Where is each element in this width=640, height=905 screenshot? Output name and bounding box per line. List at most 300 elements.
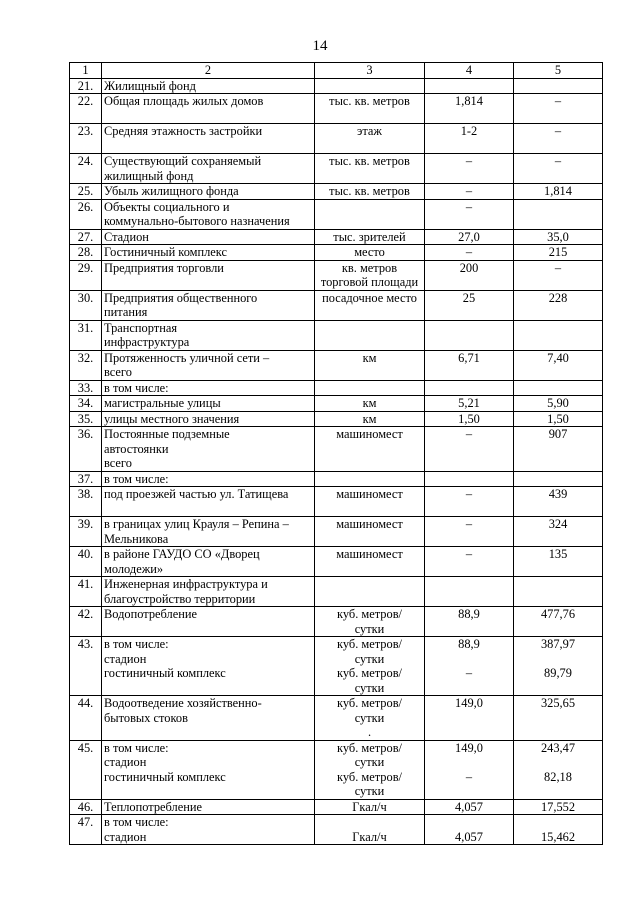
row-value-current [425,427,514,472]
blank-line [427,456,511,471]
table-row [70,427,603,472]
row-name-line: инфраструктура [104,335,190,349]
row-unit [315,517,425,547]
row-unit [315,487,425,517]
row-unit [315,154,425,184]
blank-line [317,815,422,830]
row-unit-line: машиномест [336,547,403,561]
row-number [70,815,102,845]
row-value-current [425,696,514,741]
page-number: 14 [312,38,328,54]
blank-line [516,502,600,517]
row-value-planned [514,411,603,427]
row-name [102,427,315,472]
blank-line [72,725,99,740]
row-value-current [425,380,514,396]
row-value-planned [514,184,603,200]
row-name-line: автостоянки [104,441,169,456]
row-value-planned [514,94,603,124]
row-name-line: стадион [104,651,147,666]
row-number [70,350,102,380]
row-unit [315,78,425,94]
table-row [70,547,603,577]
row-name-line: жилищный фонд [104,168,194,183]
row-value-current [425,411,514,427]
blank-line [104,681,312,696]
blank-line [317,214,422,229]
row-value-planned-line: 5,90 [547,396,569,410]
row-name-line: стадион [104,755,147,769]
row-value-planned-line: 243,47 [540,740,576,755]
row-number [70,577,102,607]
row-name-line: Средняя этажность застройки [104,124,263,138]
row-name-line: Постоянные подземные [104,427,230,441]
row-value-planned [514,471,603,487]
row-unit-line: куб. метров/ [337,740,402,755]
row-name-line: в том числе: [104,637,169,651]
row-value-current-line: – [465,199,473,214]
row-unit-line: сутки [354,621,385,636]
row-name [102,799,315,815]
row-unit-line: Гкал/ч [352,799,387,814]
row-unit-line: сутки [354,784,385,798]
row-name-line: Убыль жилищного фонда [104,184,239,198]
blank-line [427,755,511,770]
row-name-line: коммунально-бытового назначения [104,214,290,228]
row-number [70,607,102,637]
blank-line [516,200,600,215]
blank-line [72,562,99,577]
row-name [102,547,315,577]
row-value-current [425,799,514,815]
table-row [70,290,603,320]
row-unit [315,577,425,607]
row-name [102,577,315,607]
row-number [70,290,102,320]
row-number [70,260,102,290]
row-number-line: 35. [77,411,94,426]
table-row [70,396,603,412]
row-unit-line: Гкал/ч [352,829,387,844]
row-name-line: бытовых стоков [104,710,188,725]
blank-line [427,275,511,290]
row-value-planned [514,199,603,229]
header-cell: 3 [315,63,425,79]
row-value-planned-line: 15,462 [540,829,576,844]
blank-line [72,456,99,471]
row-value-current [425,471,514,487]
row-number [70,94,102,124]
blank-line [72,770,99,785]
row-value-current-line: 27,0 [458,229,480,244]
row-value-current-line: 149,0 [455,696,483,710]
row-value-current [425,487,514,517]
row-number-line: 46. [77,799,94,814]
blank-line [427,79,511,94]
blank-line [516,815,600,830]
row-value-current [425,815,514,845]
row-number [70,124,102,154]
row-number-line: 36. [77,427,94,441]
row-value-current [425,154,514,184]
table-row [70,471,603,487]
blank-line [427,622,511,637]
row-value-current-line: 1,814 [455,94,483,108]
blank-line [72,109,99,124]
row-value-current-line: – [465,427,473,441]
row-number-line: 23. [77,124,94,138]
indicators-table [69,62,603,845]
row-number-line: 33. [77,380,94,395]
row-value-current [425,245,514,261]
blank-line [317,335,422,350]
row-value-current [425,78,514,94]
blank-line [516,755,600,770]
row-value-planned-line: 7,40 [547,350,569,365]
row-number-line: 44. [77,696,94,710]
row-unit-line: сутки [354,680,385,695]
blank-line [317,200,422,215]
row-unit-line: куб. метров/ [337,607,402,621]
row-value-planned [514,245,603,261]
blank-line [427,442,511,457]
row-value-current-line: – [465,184,473,198]
blank-line [427,577,511,592]
row-number-line: 47. [77,815,94,829]
blank-line [427,652,511,667]
row-number-line: 22. [77,94,94,108]
blank-line [104,109,312,124]
row-name [102,380,315,396]
row-value-planned-line: 135 [548,547,568,561]
row-name-line: Водоотведение хозяйственно- [104,696,262,710]
blank-line [516,456,600,471]
blank-line [427,305,511,320]
row-unit [315,94,425,124]
row-name-line: Существующий сохраняемый [104,154,262,168]
row-number-line: 34. [77,396,94,410]
row-value-planned [514,350,603,380]
row-name-line: в том числе: [104,380,169,395]
blank-line [516,577,600,592]
table-row [70,740,603,799]
row-name-line: в том числе: [104,815,169,829]
row-unit-line: машиномест [336,487,403,501]
blank-line [427,681,511,696]
row-name [102,517,315,547]
row-value-current-line: 149,0 [455,740,483,755]
row-value-current-line: – [465,245,473,259]
blank-line [317,577,422,592]
table-row [70,229,603,245]
row-value-planned [514,547,603,577]
row-name-line: в том числе: [104,740,169,755]
blank-line [427,381,511,396]
blank-line [427,472,511,487]
row-value-planned [514,380,603,396]
row-value-planned-line: – [554,94,562,108]
row-value-current [425,320,514,350]
header-cell: 1 [70,63,102,79]
row-name-line: Мельникова [104,531,169,546]
table-row [70,184,603,200]
blank-line [317,321,422,336]
row-number [70,696,102,741]
row-number-line: 30. [77,290,94,305]
row-value-current-line: 6,71 [458,350,480,365]
row-number-line: 41. [77,577,94,591]
row-unit [315,229,425,245]
table-row [70,815,603,845]
blank-line [72,305,99,320]
row-unit-line: . [367,725,372,739]
header-cell: 2 [102,63,315,79]
blank-line [516,335,600,350]
row-value-current-line: – [465,769,473,784]
blank-line [427,711,511,726]
blank-line [516,472,600,487]
blank-line [104,275,312,290]
row-name-line: в границах улиц Крауля – Репина – [104,517,289,531]
row-value-planned [514,427,603,472]
row-unit-line: км [362,350,377,365]
row-unit [315,411,425,427]
row-unit [315,799,425,815]
row-number [70,799,102,815]
table-row [70,78,603,94]
row-unit-line: тыс. кв. метров [329,94,410,108]
row-value-current-line: 88,9 [458,637,480,651]
row-number-line: 37. [77,471,94,486]
blank-line [516,365,600,380]
blank-line [516,711,600,726]
row-value-current [425,350,514,380]
row-value-current [425,124,514,154]
blank-line [516,681,600,696]
row-value-planned [514,815,603,845]
blank-line [427,592,511,607]
row-value-planned [514,799,603,815]
blank-line [516,139,600,154]
blank-line [72,139,99,154]
table-row [70,320,603,350]
row-unit [315,290,425,320]
header-cell: 4 [425,63,514,79]
blank-line [317,532,422,547]
blank-line [72,652,99,667]
row-value-planned [514,577,603,607]
row-value-planned [514,260,603,290]
blank-line [516,79,600,94]
row-value-current [425,290,514,320]
row-number [70,184,102,200]
blank-line [72,784,99,799]
blank-line [516,532,600,547]
blank-line [104,725,312,740]
row-unit [315,245,425,261]
blank-line [516,592,600,607]
row-name [102,411,315,427]
row-value-planned-line: 228 [548,290,568,305]
blank-line [72,502,99,517]
row-name-line: Предприятия общественного [104,290,258,305]
row-name [102,199,315,229]
row-value-current-line: 1-2 [460,124,478,138]
row-value-current [425,577,514,607]
row-name-line: питания [104,305,148,319]
table-row [70,260,603,290]
row-name-line: Гостиничный комплекс [104,245,228,259]
row-name-line: Стадион [104,229,149,244]
blank-line [317,502,422,517]
row-unit [315,184,425,200]
row-name-line: под проезжей частью ул. Татищева [104,487,289,501]
row-unit-line: сутки [354,755,385,769]
row-value-planned [514,229,603,245]
row-number-line: 39. [77,517,94,531]
blank-line [72,830,99,845]
blank-line [317,472,422,487]
blank-line [317,365,422,380]
blank-line [72,592,99,607]
row-unit-line: кв. метров [341,260,398,275]
row-value-planned [514,607,603,637]
blank-line [427,532,511,547]
row-unit-line: куб. метров/ [337,637,402,651]
row-value-planned-line: 325,65 [540,696,576,710]
row-number-line: 26. [77,199,94,214]
row-unit [315,350,425,380]
row-number [70,487,102,517]
row-number [70,245,102,261]
row-name [102,350,315,380]
blank-line [72,711,99,726]
row-unit-line: куб. метров/ [337,696,402,710]
row-number [70,320,102,350]
row-value-planned [514,124,603,154]
row-unit [315,696,425,741]
row-value-planned [514,740,603,799]
blank-line [427,321,511,336]
row-name [102,696,315,741]
blank-line [317,169,422,184]
row-number [70,199,102,229]
row-name [102,740,315,799]
row-number [70,427,102,472]
row-name [102,607,315,637]
row-value-planned [514,696,603,741]
row-value-planned-line: 1,50 [547,411,569,426]
row-unit-line: куб. метров/ [337,666,402,680]
row-value-current-line: 4,057 [455,829,483,844]
row-unit-line: сутки [354,651,385,666]
blank-line [72,681,99,696]
blank-line [516,169,600,184]
blank-line [427,725,511,740]
table-row [70,380,603,396]
row-name-line: Транспортная [104,320,178,335]
row-name-line: Теплопотребление [104,799,202,814]
row-name-line: в том числе: [104,471,169,486]
blank-line [427,784,511,799]
row-unit [315,547,425,577]
row-unit [315,427,425,472]
blank-line [516,784,600,799]
row-number [70,396,102,412]
row-name [102,320,315,350]
row-number-line: 21. [77,78,94,93]
row-number [70,517,102,547]
row-name-line: всего [104,456,132,470]
row-name [102,260,315,290]
row-value-current-line: 88,9 [458,607,480,621]
table-row [70,245,603,261]
row-value-current-line: – [465,517,473,531]
row-name [102,94,315,124]
row-name [102,290,315,320]
table-row [70,350,603,380]
row-value-current [425,229,514,245]
row-value-planned [514,396,603,412]
row-name-line: стадион [104,829,147,844]
blank-line [516,442,600,457]
blank-line [72,169,99,184]
row-value-current [425,740,514,799]
row-unit [315,607,425,637]
blank-line [516,109,600,124]
blank-line [72,532,99,547]
table-row [70,517,603,547]
row-value-planned [514,320,603,350]
row-unit-line: место [354,245,385,259]
row-unit-line: тыс. кв. метров [329,154,410,168]
row-unit-line: тыс. зрителей [333,229,406,244]
row-name [102,487,315,517]
row-unit-line: этаж [357,124,382,138]
blank-line [317,139,422,154]
row-number [70,471,102,487]
blank-line [72,622,99,637]
row-unit-line: тыс. кв. метров [329,184,410,198]
row-value-planned [514,637,603,696]
row-value-planned [514,78,603,94]
row-name-line: Жилищный фонд [104,78,196,93]
row-number-line: 43. [77,637,94,651]
row-value-planned-line: 215 [548,245,568,259]
blank-line [317,305,422,320]
blank-line [516,562,600,577]
row-value-planned-line: – [554,154,562,168]
row-number [70,78,102,94]
row-name [102,229,315,245]
row-name [102,184,315,200]
blank-line [516,214,600,229]
row-value-planned [514,517,603,547]
table-row [70,154,603,184]
blank-line [427,214,511,229]
row-name-line: гостиничный комплекс [104,666,226,680]
row-value-current-line: 1,50 [458,411,480,426]
blank-line [516,381,600,396]
blank-line [317,456,422,471]
row-number-line: 40. [77,547,94,561]
row-value-current-line: – [465,666,473,680]
row-value-current-line: – [465,547,473,561]
table-row [70,607,603,637]
row-name [102,815,315,845]
row-value-planned-line: 439 [548,487,568,501]
row-name [102,124,315,154]
